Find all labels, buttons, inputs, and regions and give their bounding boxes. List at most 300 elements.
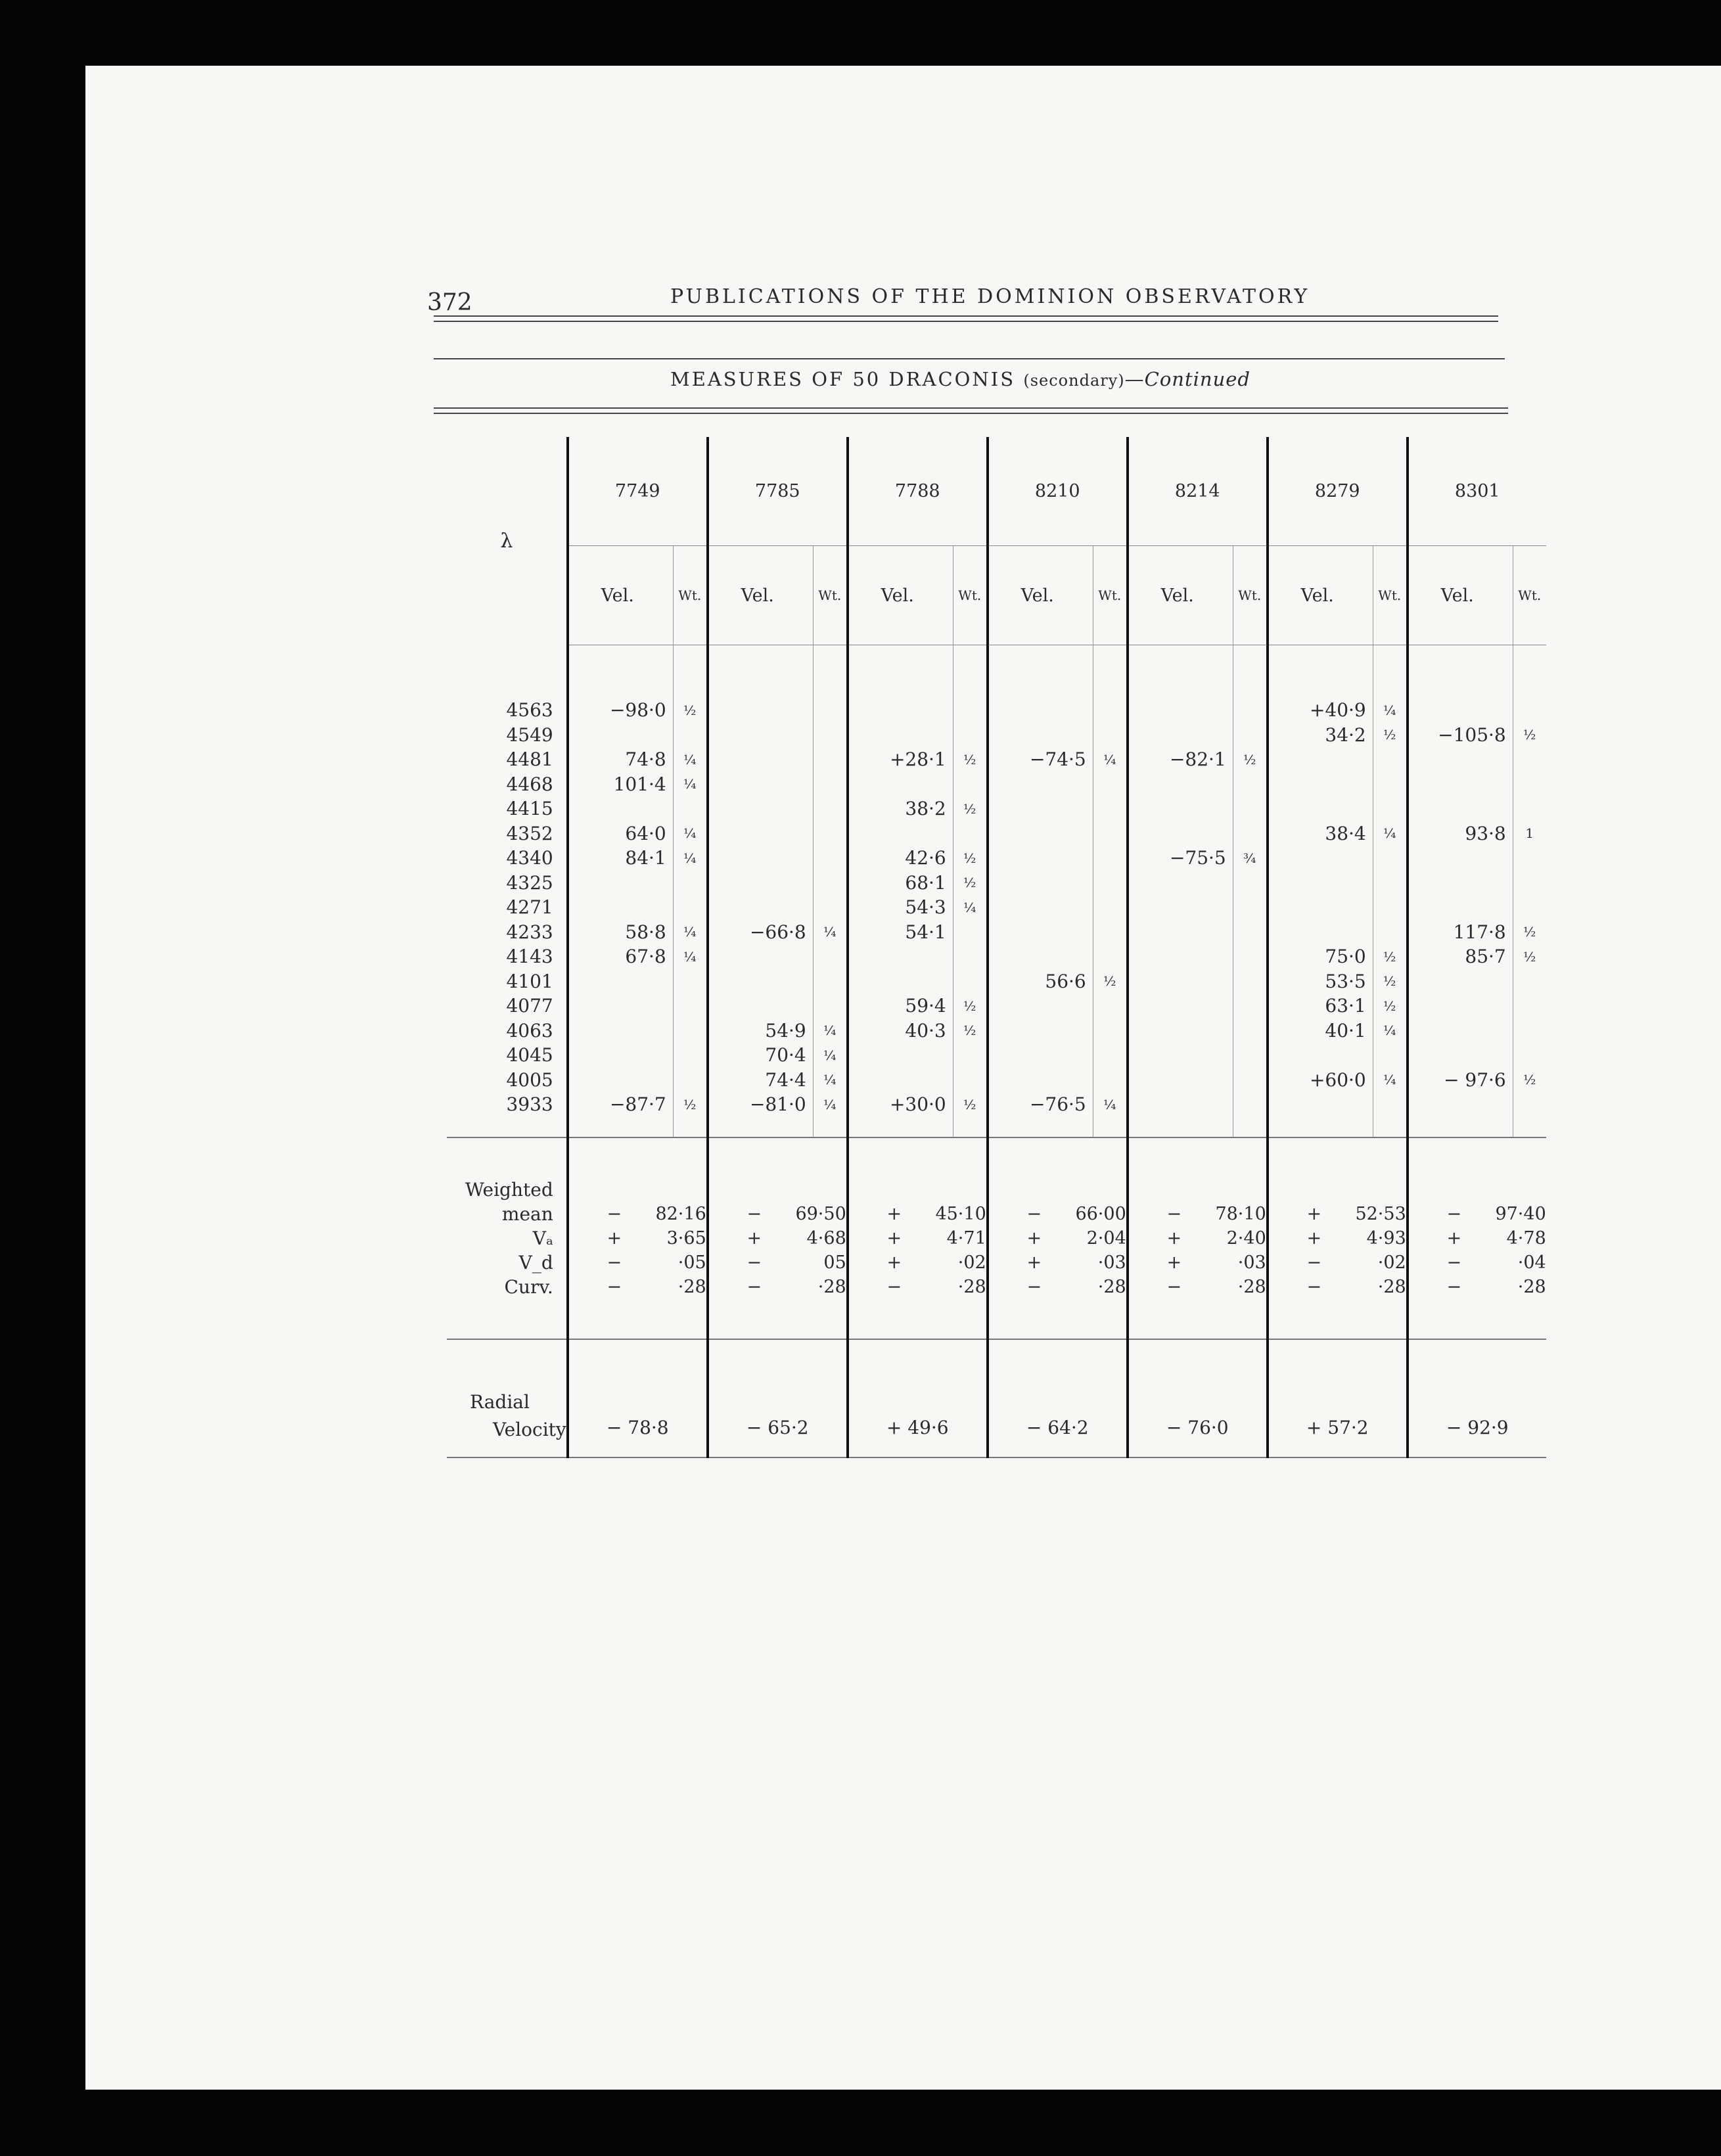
wavelength-cell: 4005: [506, 1068, 553, 1091]
weight-cell: [1093, 723, 1128, 748]
weight-cell: [1233, 723, 1268, 748]
summary-line: [989, 1226, 1126, 1250]
wavelength-cell: 4233: [506, 921, 553, 943]
spacer-cell: [1128, 1137, 1268, 1178]
weight-cell: [1373, 920, 1408, 945]
caption-bottom-rule: [434, 407, 1508, 409]
summary-line: [1269, 1226, 1406, 1250]
summary-value: 4·68: [806, 1227, 846, 1249]
summary-offset: [569, 1178, 706, 1202]
spacer-cell: [1373, 645, 1408, 699]
summary-sign: −: [1446, 1252, 1462, 1273]
spacer-cell: [848, 1299, 988, 1339]
summary-sign: −: [1026, 1276, 1042, 1297]
summary-value: ·03: [1097, 1252, 1126, 1273]
weight-cell: [1513, 994, 1546, 1019]
plate-header: 8301: [1408, 437, 1546, 546]
velocity-cell: [1128, 1019, 1233, 1044]
velocity-cell: [988, 846, 1093, 871]
weight-cell: [1093, 1068, 1128, 1093]
weight-cell: ¼: [813, 1043, 848, 1068]
weight-cell: ¼: [813, 1068, 848, 1093]
weight-cell: ½: [1093, 969, 1128, 994]
weight-cell: [1513, 895, 1546, 920]
caption-main: MEASURES OF 50 DRACONIS: [670, 368, 1016, 390]
velocity-cell: 54·3: [848, 895, 953, 920]
velocity-cell: 54·1: [848, 920, 953, 945]
page-number: 372: [427, 289, 472, 316]
summary-value: ·28: [1377, 1276, 1406, 1297]
weight-cell: ¼: [1373, 1068, 1408, 1093]
weight-cell: [953, 723, 988, 748]
summary-line: [1409, 1275, 1546, 1299]
weight-cell: ½: [1373, 994, 1408, 1019]
weight-cell: [673, 994, 708, 1019]
summary-line: [569, 1202, 706, 1226]
weight-cell: [813, 944, 848, 969]
weight-cell: [1093, 796, 1128, 821]
weight-cell: [1233, 871, 1268, 896]
weight-cell: ¼: [1373, 698, 1408, 723]
velocity-cell: 75·0: [1268, 944, 1373, 969]
summary-sign: −: [1166, 1276, 1182, 1297]
velocity-cell: −76·5: [988, 1092, 1093, 1117]
spacer-cell: [848, 645, 953, 699]
weight-cell: [673, 871, 708, 896]
spacer-cell: [1128, 645, 1233, 699]
weight-cell: [673, 796, 708, 821]
weight-cell: ½: [953, 747, 988, 772]
velocity-cell: [708, 994, 814, 1019]
velocity-cell: [988, 895, 1093, 920]
velocity-cell: [1408, 895, 1513, 920]
spacer-cell: [988, 1117, 1093, 1137]
wavelength-cell: 4063: [506, 1019, 553, 1042]
weight-cell: [1373, 796, 1408, 821]
summary-value: 4·71: [946, 1227, 986, 1249]
weight-cell: [953, 920, 988, 945]
summary-sign: +: [886, 1227, 902, 1249]
velocity-cell: [988, 1019, 1093, 1044]
velocity-cell: [1128, 895, 1233, 920]
velocity-cell: [1408, 846, 1513, 871]
table-row: [447, 772, 1546, 797]
summary-sign: −: [607, 1276, 622, 1297]
velocity-cell: +30·0: [848, 1092, 953, 1117]
summary-sign: −: [1166, 1203, 1182, 1224]
velocity-cell: [848, 1068, 953, 1093]
weight-cell: [813, 969, 848, 994]
radial-label-word: Radial: [470, 1390, 530, 1413]
velocity-cell: [1128, 994, 1233, 1019]
spacer-cell: [1233, 1117, 1268, 1137]
velocity-cell: [1128, 821, 1233, 846]
summary-line: [709, 1226, 846, 1250]
velocity-cell: [1408, 1019, 1513, 1044]
summary-row: [447, 1178, 1546, 1299]
spacer-cell: [568, 1137, 708, 1178]
summary-line: [849, 1202, 986, 1226]
velocity-cell: [1128, 723, 1233, 748]
velocity-cell: [708, 895, 814, 920]
summary-offset: [1409, 1178, 1546, 1202]
weight-cell: [1513, 969, 1546, 994]
velocity-cell: [848, 969, 953, 994]
table-caption: [670, 368, 1251, 390]
weight-cell: [1233, 821, 1268, 846]
weight-cell: [1233, 796, 1268, 821]
plate-header: 7749: [568, 437, 708, 546]
summary-cell: [1268, 1178, 1408, 1299]
velocity-cell: 54·9: [708, 1019, 814, 1044]
summary-line: [1129, 1226, 1266, 1250]
weight-cell: [813, 747, 848, 772]
spacer-cell: [447, 1117, 568, 1137]
velocity-cell: 64·0: [568, 821, 674, 846]
vel-header: Vel.: [1268, 546, 1373, 645]
summary-sign: −: [607, 1252, 622, 1273]
radial-velocity-row: [447, 1339, 1546, 1457]
weight-cell: [1513, 796, 1546, 821]
weight-cell: [1513, 772, 1546, 797]
summary-line: [849, 1226, 986, 1250]
weight-cell: [1093, 698, 1128, 723]
summary-value: ·28: [1237, 1276, 1266, 1297]
weight-cell: [1093, 772, 1128, 797]
table-row: [447, 698, 1546, 723]
velocity-cell: 101·4: [568, 772, 674, 797]
summary-sign: +: [886, 1252, 902, 1273]
spacer-cell: [1408, 1137, 1546, 1178]
weight-cell: ½: [953, 871, 988, 896]
radial-label-word: Velocity: [493, 1418, 566, 1440]
summary-value: ·02: [1377, 1252, 1406, 1273]
wavelength-cell: 4143: [506, 946, 553, 968]
velocity-cell: [988, 1043, 1093, 1068]
velocity-cell: [708, 698, 814, 723]
weight-cell: [953, 969, 988, 994]
summary-value: ·05: [677, 1252, 706, 1273]
velocity-cell: −105·8: [1408, 723, 1513, 748]
spacer-cell: [988, 1299, 1128, 1339]
velocity-cell: [708, 772, 814, 797]
velocity-cell: [1128, 1068, 1233, 1093]
velocity-cell: [1408, 698, 1513, 723]
weight-cell: [1093, 920, 1128, 945]
weight-cell: [1093, 1019, 1128, 1044]
weight-cell: [673, 723, 708, 748]
spacer-cell: [1093, 1117, 1128, 1137]
table-row: [447, 871, 1546, 896]
plate-header: 8214: [1128, 437, 1268, 546]
summary-line: [1409, 1250, 1546, 1275]
velocity-cell: [1408, 994, 1513, 1019]
spacer-cell: [673, 645, 708, 699]
summary-line: [709, 1250, 846, 1275]
weight-cell: [813, 895, 848, 920]
weight-cell: ¼: [813, 1019, 848, 1044]
wavelength-cell: 4271: [506, 896, 553, 919]
velocity-cell: [988, 723, 1093, 748]
summary-line: [1409, 1226, 1546, 1250]
weight-cell: ¼: [1093, 747, 1128, 772]
wt-header: Wt.: [1373, 546, 1408, 645]
summary-sign: −: [1026, 1203, 1042, 1224]
weight-cell: ½: [1513, 920, 1546, 945]
summary-value: ·04: [1517, 1252, 1546, 1273]
velocity-cell: −98·0: [568, 698, 674, 723]
spacer-cell: [447, 645, 568, 699]
wavelength-cell: 4468: [506, 773, 553, 795]
summary-line: [989, 1275, 1126, 1299]
velocity-cell: [1268, 772, 1373, 797]
summary-label: mean: [501, 1203, 553, 1225]
velocity-cell: [1128, 871, 1233, 896]
velocity-cell: [988, 920, 1093, 945]
velocity-cell: [1128, 944, 1233, 969]
summary-line: [1129, 1275, 1266, 1299]
velocity-cell: [1128, 698, 1233, 723]
summary-value: ·03: [1237, 1252, 1266, 1273]
summary-line: [569, 1250, 706, 1275]
velocity-cell: [568, 1019, 674, 1044]
weight-cell: [1513, 871, 1546, 896]
summary-value: ·28: [1517, 1276, 1546, 1297]
summary-offset: [989, 1178, 1126, 1202]
velocity-cell: [988, 796, 1093, 821]
summary-label: Vₐ: [532, 1227, 553, 1249]
running-title: PUBLICATIONS OF THE DOMINION OBSERVATORY: [670, 285, 1310, 308]
velocity-cell: +60·0: [1268, 1068, 1373, 1093]
velocity-cell: [708, 871, 814, 896]
table-row: [447, 944, 1546, 969]
summary-line: [709, 1275, 846, 1299]
spacer-cell: [568, 1117, 674, 1137]
summary-value: ·28: [817, 1276, 846, 1297]
spacer-cell: [568, 645, 674, 699]
spacer-cell: [447, 1137, 568, 1178]
weight-cell: [1513, 1092, 1546, 1117]
weight-cell: ½: [953, 796, 988, 821]
weight-cell: [1513, 747, 1546, 772]
weight-cell: ¼: [673, 920, 708, 945]
summary-value: 2·40: [1226, 1227, 1266, 1249]
velocity-cell: [1128, 772, 1233, 797]
velocity-cell: [1268, 871, 1373, 896]
radial-velocity-cell: − 76·0: [1128, 1339, 1268, 1457]
summary-sign: +: [886, 1203, 902, 1224]
spacer-cell: [1513, 645, 1546, 699]
weight-cell: [1093, 1043, 1128, 1068]
weight-cell: [813, 821, 848, 846]
velocity-cell: [1408, 772, 1513, 797]
summary-value: ·28: [957, 1276, 986, 1297]
summary-offset: [709, 1178, 846, 1202]
measures-table: [447, 437, 1546, 1458]
weight-cell: [813, 723, 848, 748]
wavelength-cell: 4077: [506, 995, 553, 1017]
radial-velocity-cell: − 65·2: [708, 1339, 848, 1457]
spacer-cell: [988, 1137, 1128, 1178]
summary-value: 97·40: [1495, 1203, 1546, 1224]
velocity-cell: −87·7: [568, 1092, 674, 1117]
weight-cell: [813, 698, 848, 723]
weight-cell: [673, 1043, 708, 1068]
weight-cell: [1093, 821, 1128, 846]
velocity-cell: 34·2: [1268, 723, 1373, 748]
velocity-cell: [1408, 871, 1513, 896]
weight-cell: [813, 846, 848, 871]
table-row: [447, 969, 1546, 994]
velocity-cell: 59·4: [848, 994, 953, 1019]
radial-velocity-label: [447, 1339, 568, 1457]
velocity-cell: +28·1: [848, 747, 953, 772]
velocity-cell: [568, 1068, 674, 1093]
velocity-cell: [988, 698, 1093, 723]
weight-cell: ¼: [813, 920, 848, 945]
table-row: [447, 821, 1546, 846]
weight-cell: ¼: [813, 1092, 848, 1117]
velocity-cell: [708, 846, 814, 871]
summary-cell: [1128, 1178, 1268, 1299]
wt-header: Wt.: [1233, 546, 1268, 645]
summary-value: 52·53: [1355, 1203, 1406, 1224]
table-row: [447, 1019, 1546, 1044]
weight-cell: ¼: [1373, 821, 1408, 846]
table-row: [447, 1068, 1546, 1093]
wavelength-cell: 4415: [506, 798, 553, 820]
velocity-cell: [988, 994, 1093, 1019]
weight-cell: [813, 871, 848, 896]
velocity-cell: [1268, 1043, 1373, 1068]
summary-sign: +: [1026, 1227, 1042, 1249]
weight-cell: ¼: [673, 747, 708, 772]
weight-cell: ¼: [673, 821, 708, 846]
velocity-cell: [1268, 846, 1373, 871]
wavelength-cell: 4325: [506, 871, 553, 894]
summary-sign: −: [886, 1276, 902, 1297]
velocity-cell: [568, 796, 674, 821]
weight-cell: [1233, 1019, 1268, 1044]
table-row: [447, 895, 1546, 920]
summary-sign: −: [746, 1276, 762, 1297]
spacer-cell: [568, 1299, 708, 1339]
summary-sign: +: [1166, 1227, 1182, 1249]
velocity-cell: 67·8: [568, 944, 674, 969]
velocity-cell: 85·7: [1408, 944, 1513, 969]
vel-header: Vel.: [848, 546, 953, 645]
velocity-cell: [1128, 920, 1233, 945]
summary-labels: [447, 1178, 568, 1299]
velocity-cell: [708, 821, 814, 846]
table-row: [447, 846, 1546, 871]
weight-cell: ½: [673, 698, 708, 723]
velocity-cell: [1268, 920, 1373, 945]
weight-cell: ½: [953, 1019, 988, 1044]
wavelength-cell: 4563: [506, 699, 553, 722]
summary-value: 05: [823, 1252, 846, 1273]
weight-cell: ½: [953, 846, 988, 871]
summary-value: ·28: [1097, 1276, 1126, 1297]
summary-sign: +: [607, 1227, 622, 1249]
summary-sign: −: [607, 1203, 622, 1224]
plate-header: 8279: [1268, 437, 1408, 546]
velocity-cell: [1408, 1092, 1513, 1117]
vel-header: Vel.: [1408, 546, 1513, 645]
spacer-cell: [1268, 1137, 1408, 1178]
caption-top-rule: [434, 358, 1505, 359]
velocity-cell: −81·0: [708, 1092, 814, 1117]
spacer-cell: [813, 645, 848, 699]
spacer-cell: [953, 1117, 988, 1137]
weight-cell: [1233, 994, 1268, 1019]
spacer-cell: [673, 1117, 708, 1137]
weight-cell: [1513, 1043, 1546, 1068]
weight-cell: ½: [953, 1092, 988, 1117]
velocity-cell: [1128, 1043, 1233, 1068]
summary-line: [569, 1275, 706, 1299]
weight-cell: [1373, 747, 1408, 772]
spacer-cell: [813, 1117, 848, 1137]
weight-cell: [1233, 772, 1268, 797]
velocity-cell: 84·1: [568, 846, 674, 871]
weight-cell: [1233, 1068, 1268, 1093]
velocity-cell: [988, 944, 1093, 969]
velocity-cell: 63·1: [1268, 994, 1373, 1019]
velocity-cell: [848, 723, 953, 748]
velocity-cell: [1128, 796, 1233, 821]
velocity-cell: [708, 944, 814, 969]
velocity-cell: 53·5: [1268, 969, 1373, 994]
spacer-cell: [1268, 1299, 1408, 1339]
weight-cell: [1233, 969, 1268, 994]
weight-cell: [1233, 1043, 1268, 1068]
velocity-cell: [708, 796, 814, 821]
velocity-cell: [988, 871, 1093, 896]
velocity-cell: [568, 1043, 674, 1068]
lambda-header: λ: [500, 529, 513, 553]
weight-cell: [1093, 895, 1128, 920]
summary-value: 82·16: [655, 1203, 706, 1224]
plate-header: 7785: [708, 437, 848, 546]
velocity-cell: −75·5: [1128, 846, 1233, 871]
weight-cell: [813, 796, 848, 821]
summary-sign: +: [1026, 1252, 1042, 1273]
weight-cell: [953, 698, 988, 723]
weight-cell: ¼: [1373, 1019, 1408, 1044]
weight-cell: [1373, 846, 1408, 871]
velocity-cell: [1408, 1043, 1513, 1068]
summary-value: 2·04: [1086, 1227, 1126, 1249]
summary-value: 69·50: [795, 1203, 846, 1224]
velocity-cell: [568, 969, 674, 994]
velocity-cell: [708, 747, 814, 772]
summary-offset: [1269, 1178, 1406, 1202]
summary-value: 45·10: [935, 1203, 986, 1224]
spacer-cell: [1268, 1117, 1373, 1137]
summary-value: ·28: [677, 1276, 706, 1297]
summary-sign: −: [1446, 1203, 1462, 1224]
velocity-cell: [568, 994, 674, 1019]
vel-header: Vel.: [988, 546, 1093, 645]
weight-cell: [1233, 920, 1268, 945]
velocity-cell: [848, 1043, 953, 1068]
radial-velocity-cell: + 57·2: [1268, 1339, 1408, 1457]
spacer-cell: [1408, 1117, 1513, 1137]
vel-header: Vel.: [568, 546, 674, 645]
spacer-cell: [1408, 645, 1513, 699]
velocity-cell: [848, 944, 953, 969]
